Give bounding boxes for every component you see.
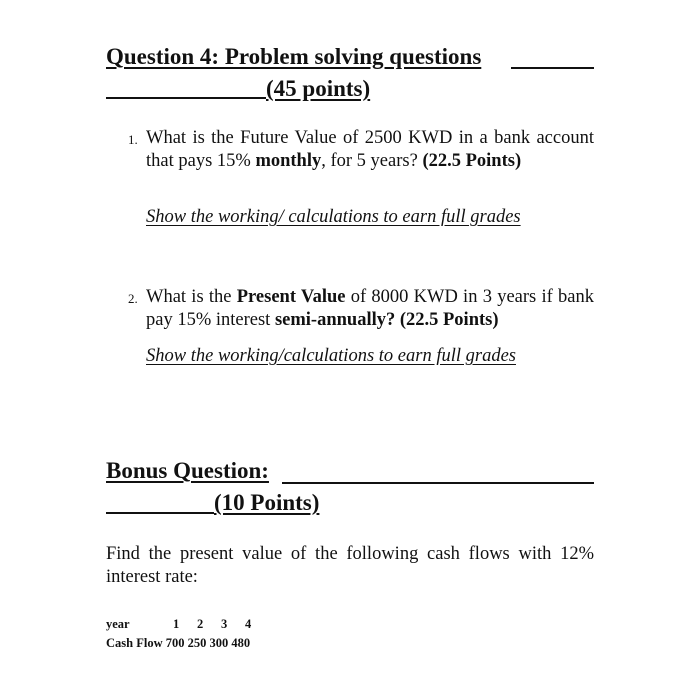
item1-number: 1.	[128, 132, 138, 147]
cashflow-3: 300	[209, 636, 229, 650]
year-label: year	[106, 617, 130, 631]
bonus-prompt: Find the present value of the following cash flows with 12% interest rate:	[106, 544, 594, 587]
item1-instruction: Show the working/ calculations to earn full grades	[146, 207, 521, 227]
bonus-points-text: (10 Points)	[214, 490, 320, 515]
year-4: 4	[245, 617, 252, 631]
points-rule-left	[106, 97, 266, 99]
item2-text: What is the Present Value of 8000 KWD in 3 years if bank pay 15% interest semi-annually? (22.5 Points)	[146, 287, 594, 330]
table-row-year	[106, 617, 130, 632]
year-1: 1	[173, 617, 180, 631]
cashflow-label: Cash Flow	[106, 636, 163, 650]
bonus-heading-text: Bonus Question:	[106, 458, 269, 483]
question4-heading	[106, 44, 481, 70]
bonus-heading-rule-right	[282, 482, 594, 484]
item1-text: What is the Future Value of 2500 KWD in a bank account that pays 15% monthly, for 5 years? (22.5 Points)	[146, 128, 594, 171]
bonus-points-rule-left	[106, 512, 214, 514]
table-row-cashflow	[106, 636, 250, 651]
cashflow-2: 250	[187, 636, 207, 650]
cropped-text-fragment	[118, 0, 288, 2]
item2-number: 2.	[128, 291, 138, 306]
year-3: 3	[221, 617, 228, 631]
cashflow-4: 480	[231, 636, 251, 650]
cashflow-1: 700	[165, 636, 185, 650]
bonus-heading	[106, 458, 269, 484]
year-2: 2	[197, 617, 204, 631]
heading-rule-right	[511, 67, 594, 69]
question4-points-text: (45 points)	[266, 76, 371, 101]
question4-heading-text: Question 4: Problem solving questions	[106, 44, 482, 69]
item2-instruction: Show the working/calculations to earn full grades	[146, 346, 516, 366]
bonus-points	[214, 490, 319, 516]
question4-points	[266, 76, 370, 102]
